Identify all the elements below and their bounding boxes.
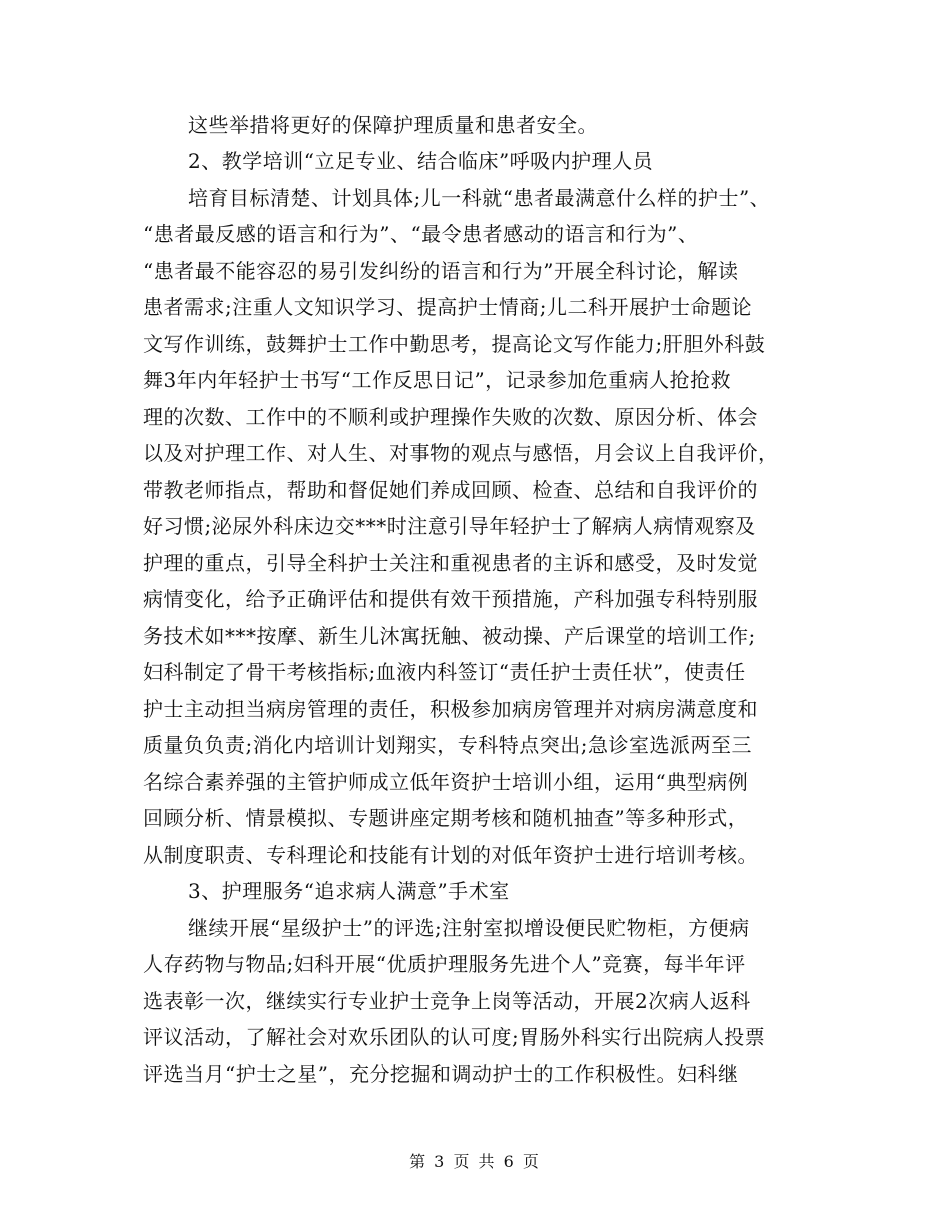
text-line: 好习惯;泌尿外科床边交***时注意引导年轻护士了解病人病情观察及: [143, 514, 756, 538]
section-heading: 3、护理服务“追求病人满意”手术室: [188, 879, 510, 903]
text-line: 病情变化，给予正确评估和提供有效干预措施，产科加强专科特别服: [143, 587, 758, 611]
page-number-footer: 第 3 页 共 6 页: [409, 1152, 541, 1171]
text-line: 人存药物与物品;妇科开展“优质护理服务先进个人”竞赛，每半年评: [143, 952, 746, 976]
text-line: 以及对护理工作、对人生、对事物的观点与感悟，月会议上自我评价，: [143, 441, 779, 465]
text-line: 回顾分析、情景模拟、专题讲座定期考核和随机抽查”等多种形式，: [143, 806, 749, 830]
text-line: 培育目标清楚、计划具体;儿一科就“患者最满意什么样的护士”、: [188, 186, 771, 210]
text-line: 患者需求;注重人文知识学习、提高护士情商;儿二科开展护士命题论: [143, 295, 752, 319]
text-line: 护士主动担当病房管理的责任，积极参加病房管理并对病房满意度和: [143, 697, 758, 721]
text-line: 妇科制定了骨干考核指标;血液内科签订“责任护士责任状”，使责任: [143, 660, 746, 684]
text-line: 舞3年内年轻护士书写“工作反思日记”，记录参加危重病人抢抢救: [143, 368, 732, 392]
text-line: 理的次数、工作中的不顺利或护理操作失败的次数、原因分析、体会: [143, 405, 758, 429]
text-line: 护理的重点，引导全科护士关注和重视患者的主诉和感受，及时发觉: [143, 551, 758, 575]
text-line: 带教老师指点，帮助和督促她们养成回顾、检查、总结和自我评价的: [143, 478, 758, 502]
text-line: 评议活动，了解社会对欢乐团队的认可度;胃肠外科实行出院病人投票: [143, 1025, 766, 1049]
section-heading: 2、教学培训“立足专业、结合临床”呼吸内护理人员: [188, 149, 654, 173]
text-line: “患者最反感的语言和行为”、“最令患者感动的语言和行为”、: [143, 222, 699, 246]
text-line: 质量负负责;消化内培训计划翔实，专科特点突出;急诊室选派两至三: [143, 733, 752, 757]
text-line: 这些举措将更好的保障护理质量和患者安全。: [188, 113, 598, 137]
text-line: 文写作训练，鼓舞护士工作中勤思考，提高论文写作能力;肝胆外科鼓: [143, 332, 766, 356]
text-line: 从制度职责、专科理论和技能有计划的对低年资护士进行培训考核。: [143, 843, 758, 867]
text-line: 评选当月“护士之星”，充分挖掘和调动护士的工作积极性。妇科继: [143, 1062, 739, 1086]
text-line: “患者最不能容忍的易引发纠纷的语言和行为”开展全科讨论，解读: [143, 259, 739, 283]
text-line: 选表彰一次，继续实行专业护士竞争上岗等活动，开展2次病人返科: [143, 989, 751, 1013]
text-line: 名综合素养强的主管护师成立低年资护士培训小组，运用“典型病例: [143, 770, 749, 794]
text-line: 务技术如***按摩、新生儿沐寓抚触、被动操、产后课堂的培训工作;: [143, 624, 756, 648]
text-line: 继续开展“星级护士”的评选;注射室拟增设便民贮物柜，方便病: [188, 916, 750, 940]
